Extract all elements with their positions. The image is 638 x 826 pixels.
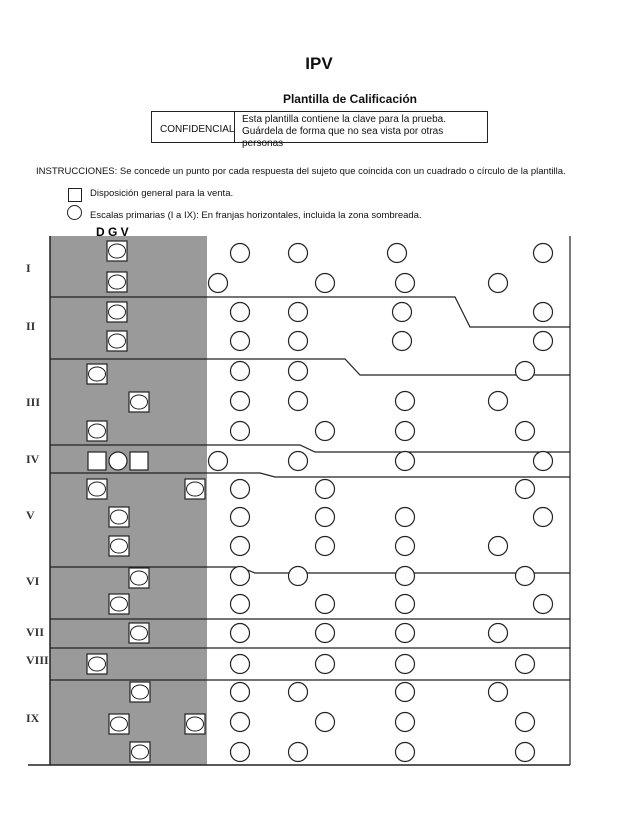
answer-box-ellipse: [109, 305, 126, 319]
answer-box-ellipse: [89, 424, 106, 438]
dgv-square: [88, 452, 106, 470]
answer-circle: [489, 537, 508, 556]
answer-box-ellipse: [111, 717, 128, 731]
answer-circle: [289, 567, 308, 586]
answer-circle: [231, 624, 250, 643]
answer-circle: [231, 362, 250, 381]
answer-circle: [231, 480, 250, 499]
answer-circle: [396, 713, 415, 732]
template-marks: [26, 236, 570, 765]
instructions-text: INSTRUCCIONES: Se concede un punto por cada respuesta del sujeto que coincida con un cuadrado o círculo de la plantilla.: [36, 166, 566, 177]
answer-circle: [534, 332, 553, 351]
answer-box-ellipse: [109, 244, 126, 258]
answer-box-ellipse: [89, 657, 106, 671]
answer-circle: [396, 392, 415, 411]
answer-circle: [231, 508, 250, 527]
answer-circle: [516, 480, 535, 499]
answer-circle: [316, 508, 335, 527]
scale-label-iv: IV: [26, 452, 40, 466]
answer-circle: [516, 655, 535, 674]
answer-circle: [289, 244, 308, 263]
answer-circle: [388, 244, 407, 263]
answer-circle: [489, 274, 508, 293]
answer-circle: [396, 655, 415, 674]
confidential-note: Esta plantilla contiene la clave para la prueba. Guárdela de forma que no sea vista por otras personas: [242, 114, 447, 149]
column-header: D G V: [96, 225, 129, 239]
answer-circle: [396, 508, 415, 527]
answer-circle: [289, 303, 308, 322]
answer-circle: [289, 743, 308, 762]
answer-circle: [516, 362, 535, 381]
answer-circle: [231, 743, 250, 762]
answer-circle: [316, 537, 335, 556]
answer-circle: [393, 332, 412, 351]
answer-circle: [316, 422, 335, 441]
answer-circle: [316, 480, 335, 499]
scale-label-viii: VIII: [26, 653, 49, 667]
answer-circle: [516, 567, 535, 586]
page-title: IPV: [305, 54, 333, 73]
answer-circle: [209, 452, 228, 471]
page-subtitle: Plantilla de Calificación: [282, 92, 418, 106]
answer-circle: [231, 303, 250, 322]
answer-circle: [396, 537, 415, 556]
answer-box-ellipse: [111, 597, 128, 611]
scale-label-iii: III: [26, 395, 41, 409]
answer-circle: [534, 508, 553, 527]
answer-circle: [231, 244, 250, 263]
answer-box-ellipse: [111, 510, 128, 524]
answer-circle: [396, 595, 415, 614]
answer-circle: [396, 683, 415, 702]
answer-circle: [231, 683, 250, 702]
answer-circle: [231, 537, 250, 556]
answer-circle: [231, 595, 250, 614]
scale-label-vii: VII: [26, 625, 45, 639]
answer-box-ellipse: [131, 395, 148, 409]
answer-circle: [534, 244, 553, 263]
answer-circle: [209, 274, 228, 293]
answer-circle: [534, 303, 553, 322]
answer-circle: [489, 624, 508, 643]
dgv-circle: [109, 452, 127, 470]
legend-square-text: Disposición general para la venta.: [90, 188, 234, 199]
answer-circle: [289, 683, 308, 702]
answer-circle: [396, 452, 415, 471]
answer-circle: [316, 624, 335, 643]
answer-circle: [396, 567, 415, 586]
dgv-square: [130, 452, 148, 470]
scale-label-v: V: [26, 508, 35, 522]
answer-circle: [231, 655, 250, 674]
shaded-zone: [50, 236, 207, 765]
answer-circle: [231, 567, 250, 586]
answer-box-ellipse: [131, 626, 148, 640]
answer-circle: [316, 655, 335, 674]
scale-label-ii: II: [26, 319, 36, 333]
answer-circle: [396, 422, 415, 441]
answer-box-ellipse: [132, 745, 149, 759]
answer-circle: [396, 624, 415, 643]
answer-box-ellipse: [187, 482, 204, 496]
answer-circle: [516, 743, 535, 762]
confidential-label: CONFIDENCIAL: [160, 124, 235, 135]
answer-circle: [489, 392, 508, 411]
answer-circle: [316, 713, 335, 732]
scale-label-vi: VI: [26, 574, 40, 588]
answer-circle: [516, 713, 535, 732]
answer-circle: [534, 595, 553, 614]
answer-box-ellipse: [111, 539, 128, 553]
answer-circle: [534, 452, 553, 471]
answer-circle: [289, 392, 308, 411]
answer-box-ellipse: [132, 685, 149, 699]
scale-label-i: I: [26, 261, 31, 275]
answer-circle: [316, 274, 335, 293]
answer-circle: [489, 683, 508, 702]
answer-circle: [396, 743, 415, 762]
answer-circle: [231, 422, 250, 441]
answer-circle: [231, 392, 250, 411]
answer-circle: [231, 713, 250, 732]
answer-box-ellipse: [89, 482, 106, 496]
scale-label-ix: IX: [26, 711, 40, 725]
answer-circle: [396, 274, 415, 293]
answer-circle: [316, 595, 335, 614]
legend-circle-text: Escalas primarias (I a IX): En franjas horizontales, incluida la zona sombreada.: [90, 210, 422, 221]
answer-circle: [393, 303, 412, 322]
answer-box-ellipse: [89, 367, 106, 381]
answer-circle: [289, 332, 308, 351]
answer-box-ellipse: [131, 571, 148, 585]
answer-circle: [516, 422, 535, 441]
answer-circle: [231, 332, 250, 351]
answer-box-ellipse: [109, 334, 126, 348]
answer-circle: [289, 362, 308, 381]
answer-circle: [289, 452, 308, 471]
answer-box-ellipse: [109, 275, 126, 289]
answer-box-ellipse: [187, 717, 204, 731]
